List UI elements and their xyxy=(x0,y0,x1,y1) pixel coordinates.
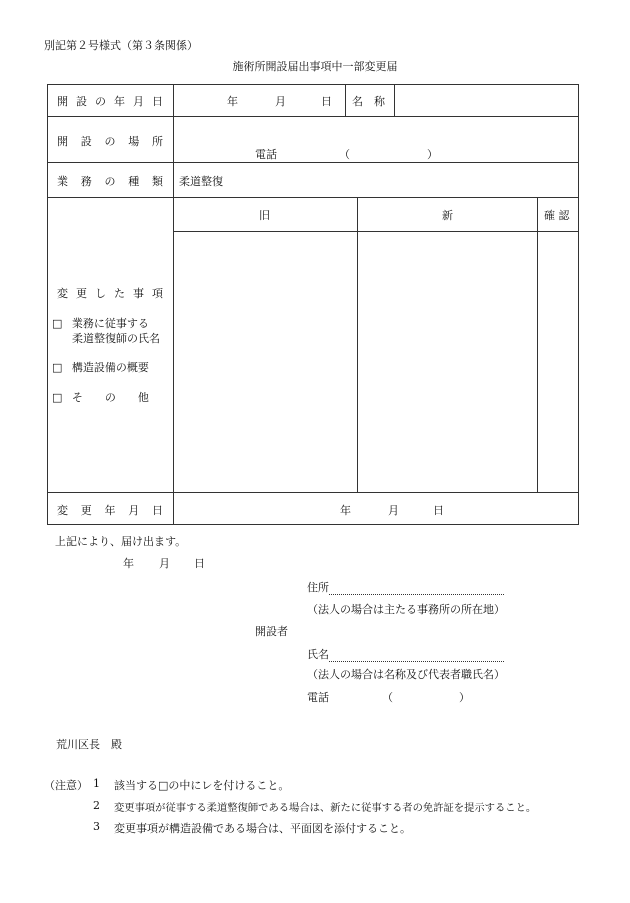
name-field[interactable] xyxy=(307,646,504,662)
table-border-top xyxy=(47,84,579,85)
column-divider xyxy=(345,84,346,116)
open-date-label: 開 設 の 年 月 日 xyxy=(57,95,163,108)
declaration-date-month[interactable]: 月 xyxy=(159,557,170,570)
row-divider xyxy=(173,231,579,232)
row-divider xyxy=(47,197,579,198)
column-divider xyxy=(357,197,358,492)
opener-phone-label: 電話 xyxy=(307,691,329,704)
table-border-bottom xyxy=(47,524,579,525)
declaration-date-day[interactable]: 日 xyxy=(194,557,205,570)
document-title: 施術所開設届出事項中一部変更届 xyxy=(232,60,398,73)
open-date-year[interactable]: 年 xyxy=(227,95,238,108)
note-number: 1 xyxy=(93,777,100,790)
checkbox-icon[interactable]: □ xyxy=(52,391,63,404)
opener-label: 開設者 xyxy=(255,625,288,638)
row-divider xyxy=(47,162,579,163)
addressee: 荒川区長 殿 xyxy=(56,738,122,751)
checkbox-item-structure[interactable]: □ 構造設備の概要 xyxy=(52,361,149,374)
table-border-left xyxy=(47,84,48,525)
address-field[interactable] xyxy=(307,579,504,595)
name-dotted-line[interactable] xyxy=(329,649,504,662)
change-date-label: 変 更 年 月 日 xyxy=(57,504,163,517)
address-note: （法人の場合は主たる事務所の所在地） xyxy=(307,603,505,616)
checkbox-item-practitioner[interactable]: □ 業務に従事する 柔道整復師の氏名 xyxy=(52,317,160,345)
change-date-day[interactable]: 日 xyxy=(433,504,444,517)
address-dotted-line[interactable] xyxy=(329,582,504,595)
checkbox-icon[interactable]: □ xyxy=(52,361,63,374)
business-type-value: 柔道整復 xyxy=(179,175,223,188)
place-label: 開 設 の 場 所 xyxy=(57,135,163,148)
declaration-date-year[interactable]: 年 xyxy=(123,557,134,570)
open-date-day[interactable]: 日 xyxy=(321,95,332,108)
change-date-month[interactable]: 月 xyxy=(388,504,399,517)
address-label: 住所 xyxy=(307,581,329,594)
note-number: 3 xyxy=(93,820,100,833)
changed-items-label: 変 更 し た 事 項 xyxy=(57,287,163,300)
place-phone-parens[interactable]: （ ） xyxy=(339,148,438,161)
name-label: 名 称 xyxy=(352,95,385,108)
name-field-label: 氏名 xyxy=(307,648,329,661)
column-new-header: 新 xyxy=(442,209,453,222)
form-id: 別記第２号様式（第３条関係） xyxy=(44,39,198,52)
name-note: （法人の場合は名称及び代表者職氏名） xyxy=(307,668,505,681)
note-text: 変更事項が従事する柔道整復師である場合は、新たに従事する者の免許証を提示すること。 xyxy=(114,802,537,814)
business-type-label: 業 務 の 種 類 xyxy=(57,175,163,188)
open-date-month[interactable]: 月 xyxy=(275,95,286,108)
column-confirm-header: 確 認 xyxy=(544,209,570,222)
column-divider xyxy=(537,197,538,492)
table-border-right xyxy=(578,84,579,525)
column-divider xyxy=(394,84,395,116)
note-text: 該当する□の中にレを付けること。 xyxy=(114,779,290,792)
change-date-year[interactable]: 年 xyxy=(340,504,351,517)
checkbox-icon[interactable]: □ xyxy=(52,317,63,330)
row-divider xyxy=(47,116,579,117)
note-number: 2 xyxy=(93,799,100,812)
notes-prefix: （注意） xyxy=(44,779,88,792)
checkbox-item-other[interactable]: □ そ の 他 xyxy=(52,391,149,404)
note-text: 変更事項が構造設備である場合は、平面図を添付すること。 xyxy=(114,822,411,835)
column-old-header: 旧 xyxy=(259,209,270,222)
place-phone-label: 電話 xyxy=(255,148,277,161)
form-table xyxy=(47,84,579,525)
opener-phone-parens[interactable]: （ ） xyxy=(382,691,470,704)
row-divider xyxy=(47,492,579,493)
declaration-text: 上記により、届け出ます。 xyxy=(55,535,187,548)
label-column-divider xyxy=(173,84,174,525)
